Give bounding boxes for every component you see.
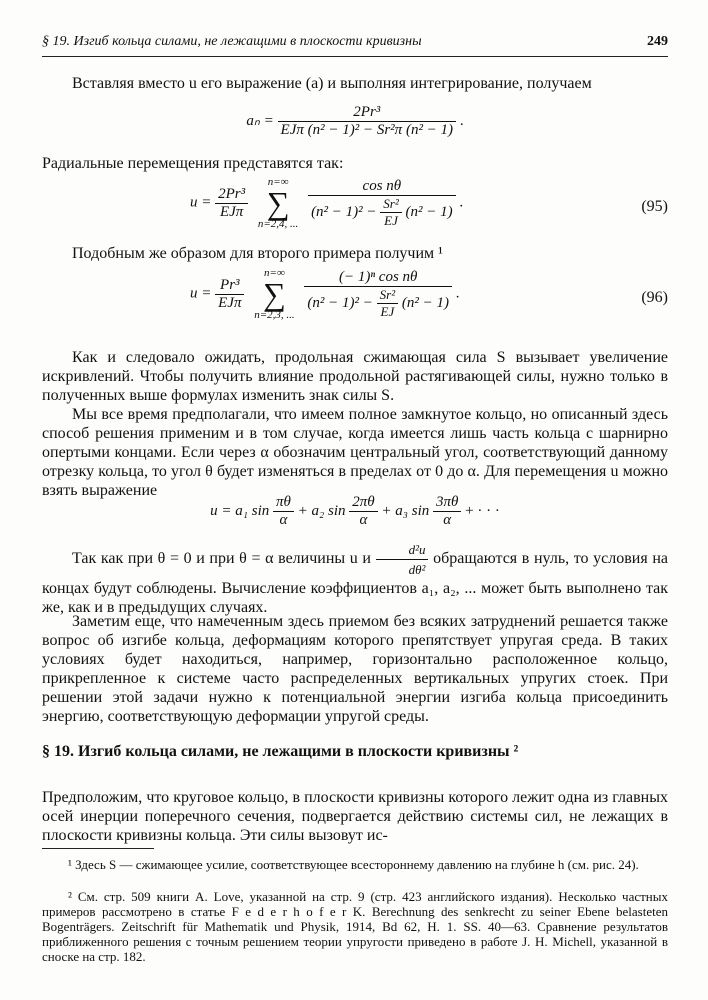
running-title: § 19. Изгиб кольца силами, не лежащими в плоскости кривизны [42,34,422,49]
eq96-coefficient [215,277,244,312]
eq96-inner-num: Sr² [377,287,398,304]
eq95-coefficient [215,186,248,221]
eq95-sum-bottom: n=2,4, ... [257,218,299,230]
equation-95: u = $\frac{\text{2Pr³}}{\text{EJπ}}$ n=∞ ∑ n=2,4, ... cos nθ (n² − 1)² − $\frac{\text{Sr²}}{EJ}$ (n² − 1) . (95) [190,176,668,230]
paragraph-elastic-medium: Заметим еще, что намеченным здесь приемом без всяких затруднений решается также вопрос об изгибе кольца, деформациям которого препятствует упругая среда. В таких условиях будет находиться, например, горизонтально расположенное кольцо, прикрепленное к системе часто распределенных вертикальных упругих стоек. При решении этой задачи нужно к потенциальной энергии изгиба кольца присоединить энергию, соответствующую деформации упругой среды. [42,613,668,725]
sigma-symbol: ∑ [263,276,286,312]
equation-an-numerator: 2Pr³ [278,104,457,122]
series-fraction-2 [349,494,377,529]
series-f2-den: α [359,512,368,528]
eq95-sum [258,176,298,230]
series-f1-num: πθ [273,494,294,512]
eq95-frac-num: cos nθ [308,178,456,196]
running-header [42,34,668,57]
series-tail: + · · · [465,502,500,519]
eq96-inner-fraction [377,287,398,320]
eq96-sum-top: n=∞ [264,267,285,279]
eq96-sum [254,267,294,321]
para6-lead: Так как при θ = 0 и при θ = α величины u и [72,550,371,568]
sigma-symbol: ∑ [266,185,290,221]
series-fraction-1 [273,494,294,529]
series-term-3: + a₃ sin [381,502,430,519]
eq95-frac-den [308,196,456,229]
series-term-2: + a₂ sin [297,502,346,519]
eq96-den-part-b: (n² − 1) [401,294,449,311]
footnote-1: ¹ Здесь S — сжимающее усилие, соответствующее всестороннему давлению на глубине h (см. рис. 24). [68,857,639,872]
series-f2-num: 2πθ [349,494,377,512]
equation-number-95: (95) [641,198,668,215]
eq95-sum-top: n=∞ [267,176,289,188]
eq96-fraction [304,269,452,320]
series-term-1: u = a₁ sin [210,502,270,519]
eq96-lhs: u = [190,285,212,302]
series-f3-num: 3πθ [433,494,461,512]
equation-96: u = $\frac{\text{Pr³}}{\text{EJπ}}$ n=∞ ∑ n=2,3, ... (− 1)ⁿ cos nθ (n² − 1)² − $\frac{\text{Sr²}}{EJ}$ (n² − 1) . (96) [190,267,668,321]
section-heading: § 19. Изгиб кольца силами, не лежащими в плоскости кривизны ² [42,743,519,760]
dtheta2-denominator: dθ² [408,562,426,577]
eq95-lhs: u = [190,194,212,211]
eq96-coef-num: Pr³ [215,277,244,295]
para6-rest: обращаются в нуль, то условия на концах будут соблюдены. Вычисление коэффициентов a₁, a₂, ... может быть выполнено так же, как и в предыдущих случаях. [42,550,668,616]
eq96-frac-num: (− 1)ⁿ cos nθ [304,269,452,287]
second-derivative-fraction [376,540,429,579]
series-fraction-3 [433,494,461,529]
equation-series [42,494,668,529]
eq96-den-part-a: (n² − 1)² − [307,294,373,311]
eq95-inner-fraction [380,196,401,229]
footnote-divider [42,848,154,849]
eq96-frac-den [304,287,452,320]
equation-an-lhs: aₙ = [246,112,274,129]
eq95-coef-num: 2Pr³ [215,186,248,204]
equation-an-fraction [278,104,457,139]
footnote-2: ² См. стр. 509 книги A. Love, указанной на стр. 9 (стр. 423 английского издания). Несколько частных примеров рассмотрено в статье F e d e r h o f e r K. Berechnung des senkrecht zu seiner Ebene belasteten Bogenträgers. Zeitschrift für Mathematik und Physik, 1914, Bd 62, H. 1. SS. 40—63. Сравнение результатов приближенного решения с точным решением теории упругости приведено в работе J. H. Michell, указанной в сноске на стр. 182. [42,889,668,964]
paragraph-boundary-conditions [42,540,668,617]
eq95-den-part-b: (n² − 1) [405,203,453,220]
d2u-numerator: d²u [376,540,429,560]
paragraph-radial: Радиальные перемещения представятся так: [42,155,344,172]
page-number: 249 [647,34,668,49]
paragraph-partial-ring: Мы все время предполагали, что имеем полное замкнутое кольцо, но описанный здесь способ решения применим и в том случае, когда имеется лишь часть кольца с шарнирно опертыми концами. Если через α обозначим центральный угол, соответствующий данному отрезку кольца, то угол θ будет изменяться в пределах от 0 до α. Для перемещения u можно взять выражение [42,406,668,499]
eq96-inner-den: EJ [380,303,395,319]
equation-an: aₙ = $\frac{\text{2Pr³}}{\text{EJπ (n² − 1)² − Sr²π (n² − 1)}}$ . [246,104,464,138]
eq95-fraction [308,178,456,229]
eq95-inner-num: Sr² [380,196,401,213]
equation-number-96: (96) [641,289,668,306]
eq95-coef-den: EJπ [219,203,244,220]
equation-an-denominator: EJπ (n² − 1)² − Sr²π (n² − 1) [280,122,454,138]
eq95-inner-den: EJ [384,212,398,228]
paragraph-second-example: Подобным же образом для второго примера получим ¹ [72,245,443,262]
series-f3-den: α [443,512,452,528]
eq96-sum-bottom: n=2,3, ... [254,309,295,321]
eq96-coef-den: EJπ [218,294,242,311]
eq95-den-part-a: (n² − 1)² − [311,203,377,220]
paragraph-section-intro: Предположим, что круговое кольцо, в плоскости кривизны которого лежит одна из главных осей инерции поперечного сечения, подвергается действию системы сил, не лежащих в плоскости кривизны кольца. Эти силы вызовут ис- [42,789,668,844]
paragraph-intro: Вставляя вместо u его выражение (а) и выполняя интегрирование, получаем [72,75,592,92]
series-f1-den: α [279,512,288,528]
paragraph-compressive-force: Как и следовало ожидать, продольная сжимающая сила S вызывает увеличение искривлений. Чтобы получить влияние продольной растягивающей силы, нужно только в полученных выше формулах изменить знак силы S. [42,349,668,404]
